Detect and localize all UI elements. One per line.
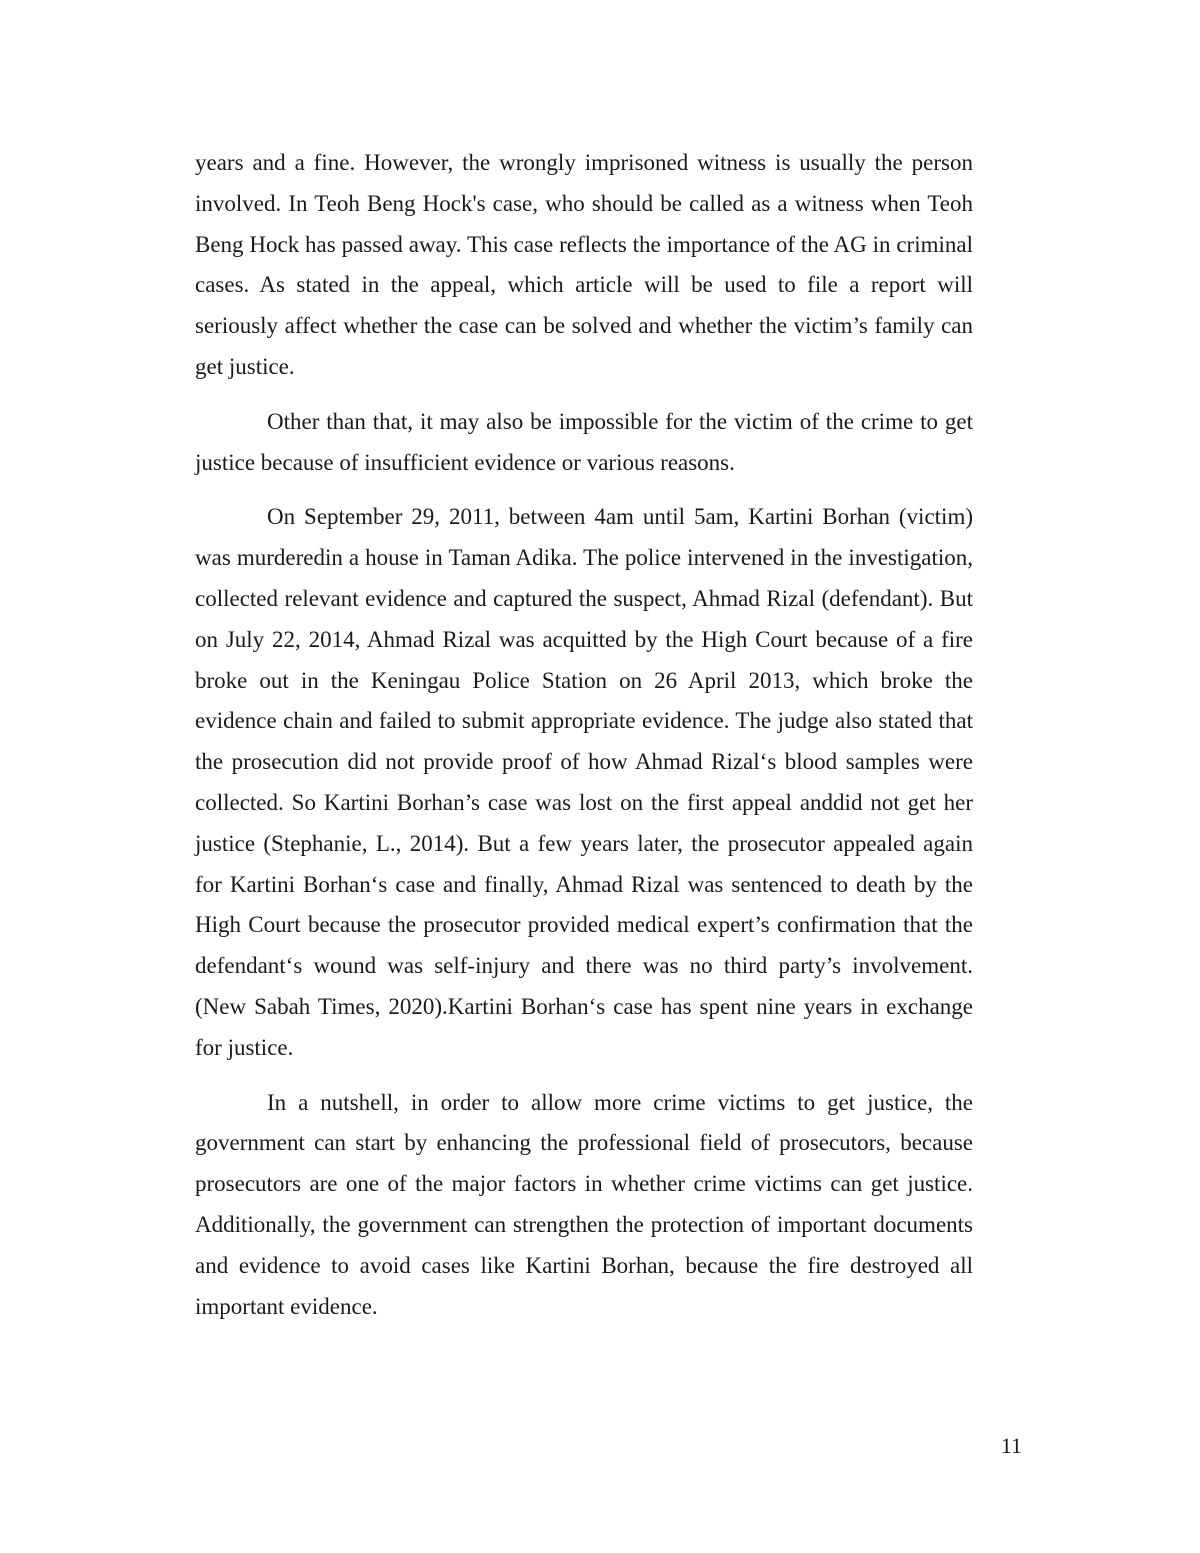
paragraph-insufficient-evidence: Other than that, it may also be impossible for the victim of the crime to get justice because of insufficient evidence or various reasons. bbox=[195, 408, 973, 475]
paragraph-continuation: years and a fine. However, the wrongly imprisoned witness is usually the person involved. In Teoh Beng Hock's case, who should be called as a witness when Teoh Beng Hock has passed away. This case reflects the importance of the AG in criminal cases. As stated in the appeal, which article will be used to file a report will seriously affect whether the case can be solved and whether the victim’s family can get justice. bbox=[195, 150, 973, 379]
paragraph-kartini-borhan-case: On September 29, 2011, between 4am until 5am, Kartini Borhan (victim) was murderedin a house in Taman Adika. The police intervened in the investigation, collected relevant evidence and captured the suspect, Ahmad Rizal (defendant). But on July 22, 2014, Ahmad Rizal was acquitted by the High Court because of a fire broke out in the Keningau Police Station on 26 April 2013, which broke the evidence chain and failed to submit appropriate evidence. The judge also stated that the prosecution did not provide proof of how Ahmad Rizal‘s blood samples were collected. So Kartini Borhan’s case was lost on the first appeal anddid not get her justice (Stephanie, L., 2014). But a few years later, the prosecutor appealed again for Kartini Borhan‘s case and finally, Ahmad Rizal was sentenced to death by the High Court because the prosecutor provided medical expert’s confirmation that the defendant‘s wound was self-injury and there was no third party’s involvement. (New Sabah Times, 2020).Kartini Borhan‘s case has spent nine years in exchange for justice. bbox=[195, 504, 973, 1060]
paragraph-conclusion: In a nutshell, in order to allow more crime victims to get justice, the government can start by enhancing the professional field of prosecutors, because prosecutors are one of the major factors in whether crime victims can get justice. Additionally, the government can strengthen the protection of important documents and evidence to avoid cases like Kartini Borhan, because the fire destroyed all important evidence. bbox=[195, 1089, 973, 1319]
page-number: 11 bbox=[1000, 1433, 1022, 1458]
body-text bbox=[195, 143, 973, 1327]
